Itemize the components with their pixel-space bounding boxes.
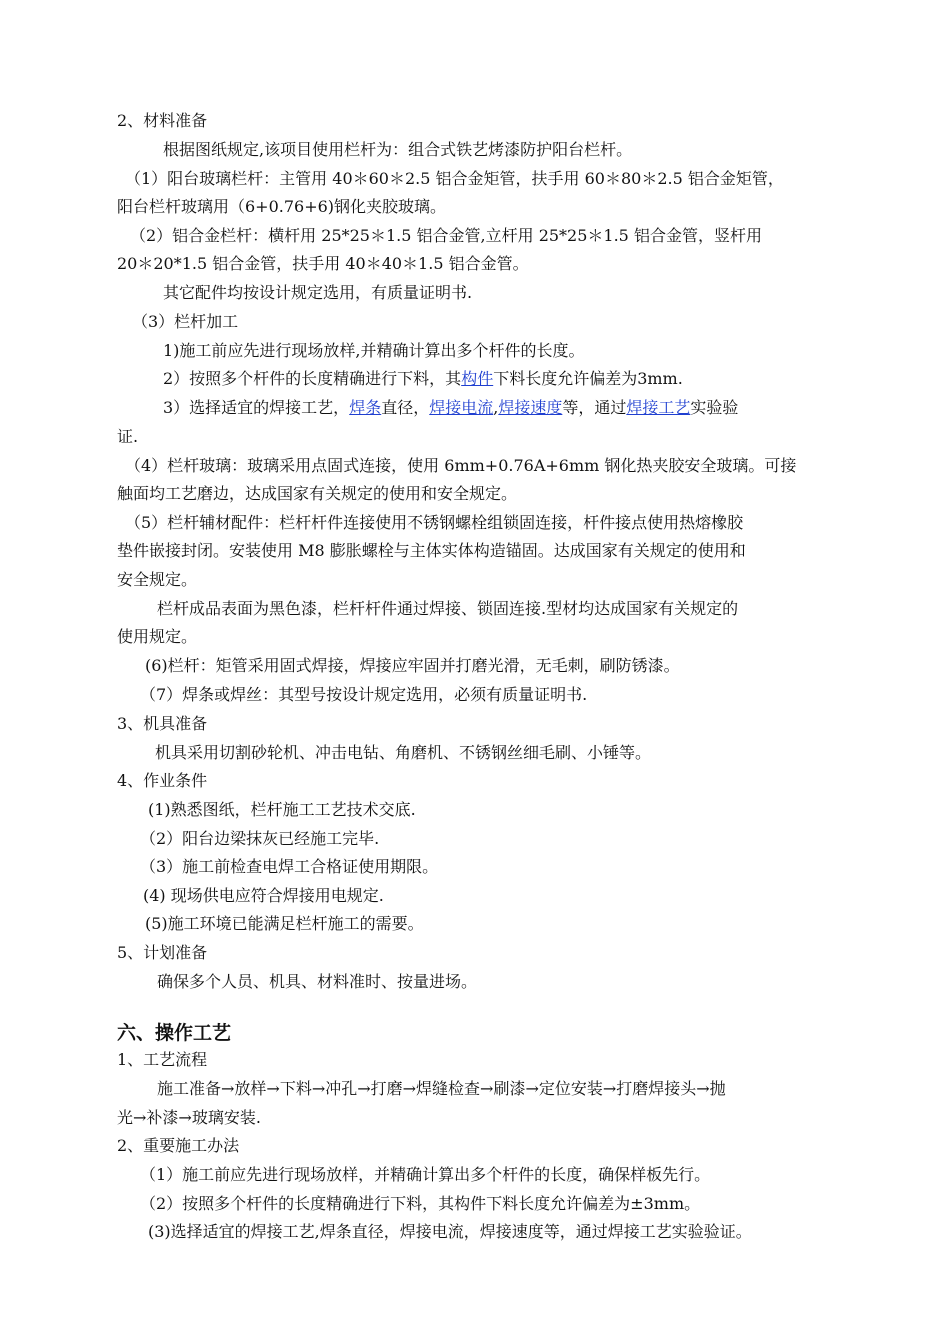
paragraph-flow-line-1: 施工准备→放样→下料→冲孔→打磨→焊缝检查→刷漆→定位安装→打磨焊接头→抛 [157, 1079, 726, 1098]
section-heading-flow: 1、工艺流程 [117, 1050, 208, 1069]
item-4-line-2: 触面均工艺磨边，达成国家有关规定的使用和安全规定。 [117, 484, 518, 503]
method-2: （2）按照多个杆件的长度精确进行下料，其构件下料长度允许偏差为±3mm。 [140, 1194, 701, 1213]
step-3-text-post: 实验验 [690, 398, 739, 417]
item-3-step-1: 1)施工前应先进行现场放样,并精确计算出多个杆件的长度。 [163, 341, 585, 360]
step-3-text-mid-2: , [493, 398, 499, 417]
condition-4: (4) 现场供电应符合焊接用电规定. [143, 886, 384, 905]
chapter-heading-operations: 六、操作工艺 [117, 1022, 232, 1044]
section-heading-plan: 5、计划准备 [117, 943, 208, 962]
item-5-line-2: 垫件嵌接封闭。安装使用 M8 膨胀螺栓与主体实体构造锚固。达成国家有关规定的使用和 [117, 541, 746, 560]
item-5-line-1: （5）栏杆辅材配件：栏杆杆件连接使用不锈钢螺栓组锁固连接，杆件接点使用热熔橡胶 [125, 513, 744, 532]
section-heading-conditions: 4、作业条件 [117, 771, 208, 790]
step-3-text-mid-3: 等，通过 [562, 398, 627, 417]
link-welding-speed[interactable]: 焊接速度 [498, 398, 563, 417]
link-component[interactable]: 构件 [461, 369, 494, 388]
condition-2: （2）阳台边梁抹灰已经施工完毕. [140, 829, 380, 848]
method-3: (3)选择适宜的焊接工艺,焊条直径，焊接电流，焊接速度等，通过焊接工艺实验验证。 [148, 1222, 752, 1241]
paragraph-finish-line-2: 使用规定。 [117, 627, 198, 646]
section-heading-methods: 2、重要施工办法 [117, 1136, 240, 1155]
section-heading-materials: 2、材料准备 [117, 111, 208, 130]
link-welding-rod[interactable]: 焊条 [349, 398, 382, 417]
item-4-line-1: （4）栏杆玻璃：玻璃采用点固式连接，使用 6mm+0.76A+6mm 钢化热夹胶安全玻璃。可接 [125, 456, 797, 475]
item-6: (6)栏杆：矩管采用固式焊接，焊接应牢固并打磨光滑，无毛刺，刷防锈漆。 [145, 656, 680, 675]
step-3-text-mid-1: 直径， [381, 398, 430, 417]
condition-1: (1)熟悉图纸，栏杆施工工艺技术交底. [148, 800, 416, 819]
link-welding-current[interactable]: 焊接电流 [429, 398, 494, 417]
step-3-text-pre: 3）选择适宜的焊接工艺， [163, 398, 350, 417]
paragraph-finish-line-1: 栏杆成品表面为黑色漆，栏杆杆件通过焊接、锁固连接.型材均达成国家有关规定的 [157, 599, 739, 618]
paragraph-tools: 机具采用切割砂轮机、冲击电钻、角磨机、不锈钢丝细毛刷、小锤等。 [155, 743, 652, 762]
paragraph-other-parts: 其它配件均按设计规定选用，有质量证明书. [163, 283, 473, 302]
condition-5: (5)施工环境已能满足栏杆施工的需要。 [145, 914, 424, 933]
item-1-line-1: （1）阳台玻璃栏杆：主管用 40＊60＊2.5 铝合金矩管，扶手用 60＊80＊2.5 铝合金矩管， [125, 169, 784, 188]
item-1-line-2: 阳台栏杆玻璃用（6+0.76+6)钢化夹胶玻璃。 [117, 197, 447, 216]
method-1: （1）施工前应先进行现场放样，并精确计算出多个杆件的长度，确保样板先行。 [140, 1165, 711, 1184]
paragraph-railing-type: 根据图纸规定,该项目使用栏杆为：组合式铁艺烤漆防护阳台栏杆。 [163, 140, 633, 159]
item-2-line-2: 20＊20*1.5 铝合金管，扶手用 40＊40＊1.5 铝合金管。 [117, 254, 529, 273]
item-7: （7）焊条或焊丝：其型号按设计规定选用，必须有质量证明书. [140, 685, 588, 704]
item-3-step-3 [163, 397, 738, 419]
condition-3: （3）施工前检查电焊工合格证使用期限。 [140, 857, 439, 876]
section-heading-tools: 3、机具准备 [117, 714, 208, 733]
item-3-step-2 [163, 368, 683, 390]
step-2-text-post: 下料长度允许偏差为3mm. [493, 369, 683, 388]
item-5-line-3: 安全规定。 [117, 570, 198, 589]
link-welding-process[interactable]: 焊接工艺 [626, 398, 691, 417]
step-2-text-pre: 2）按照多个杆件的长度精确进行下料，其 [163, 369, 462, 388]
item-3-step-3-cont: 证. [117, 427, 139, 446]
item-2-line-1: （2）铝合金栏杆：横杆用 25*25＊1.5 铝合金管,立杆用 25*25＊1.5 铝合金管，竖杆用 [130, 226, 762, 245]
paragraph-plan: 确保多个人员、机具、材料准时、按量进场。 [157, 972, 478, 991]
paragraph-flow-line-2: 光→补漆→玻璃安装. [117, 1108, 261, 1127]
item-3-heading: （3）栏杆加工 [132, 312, 239, 331]
